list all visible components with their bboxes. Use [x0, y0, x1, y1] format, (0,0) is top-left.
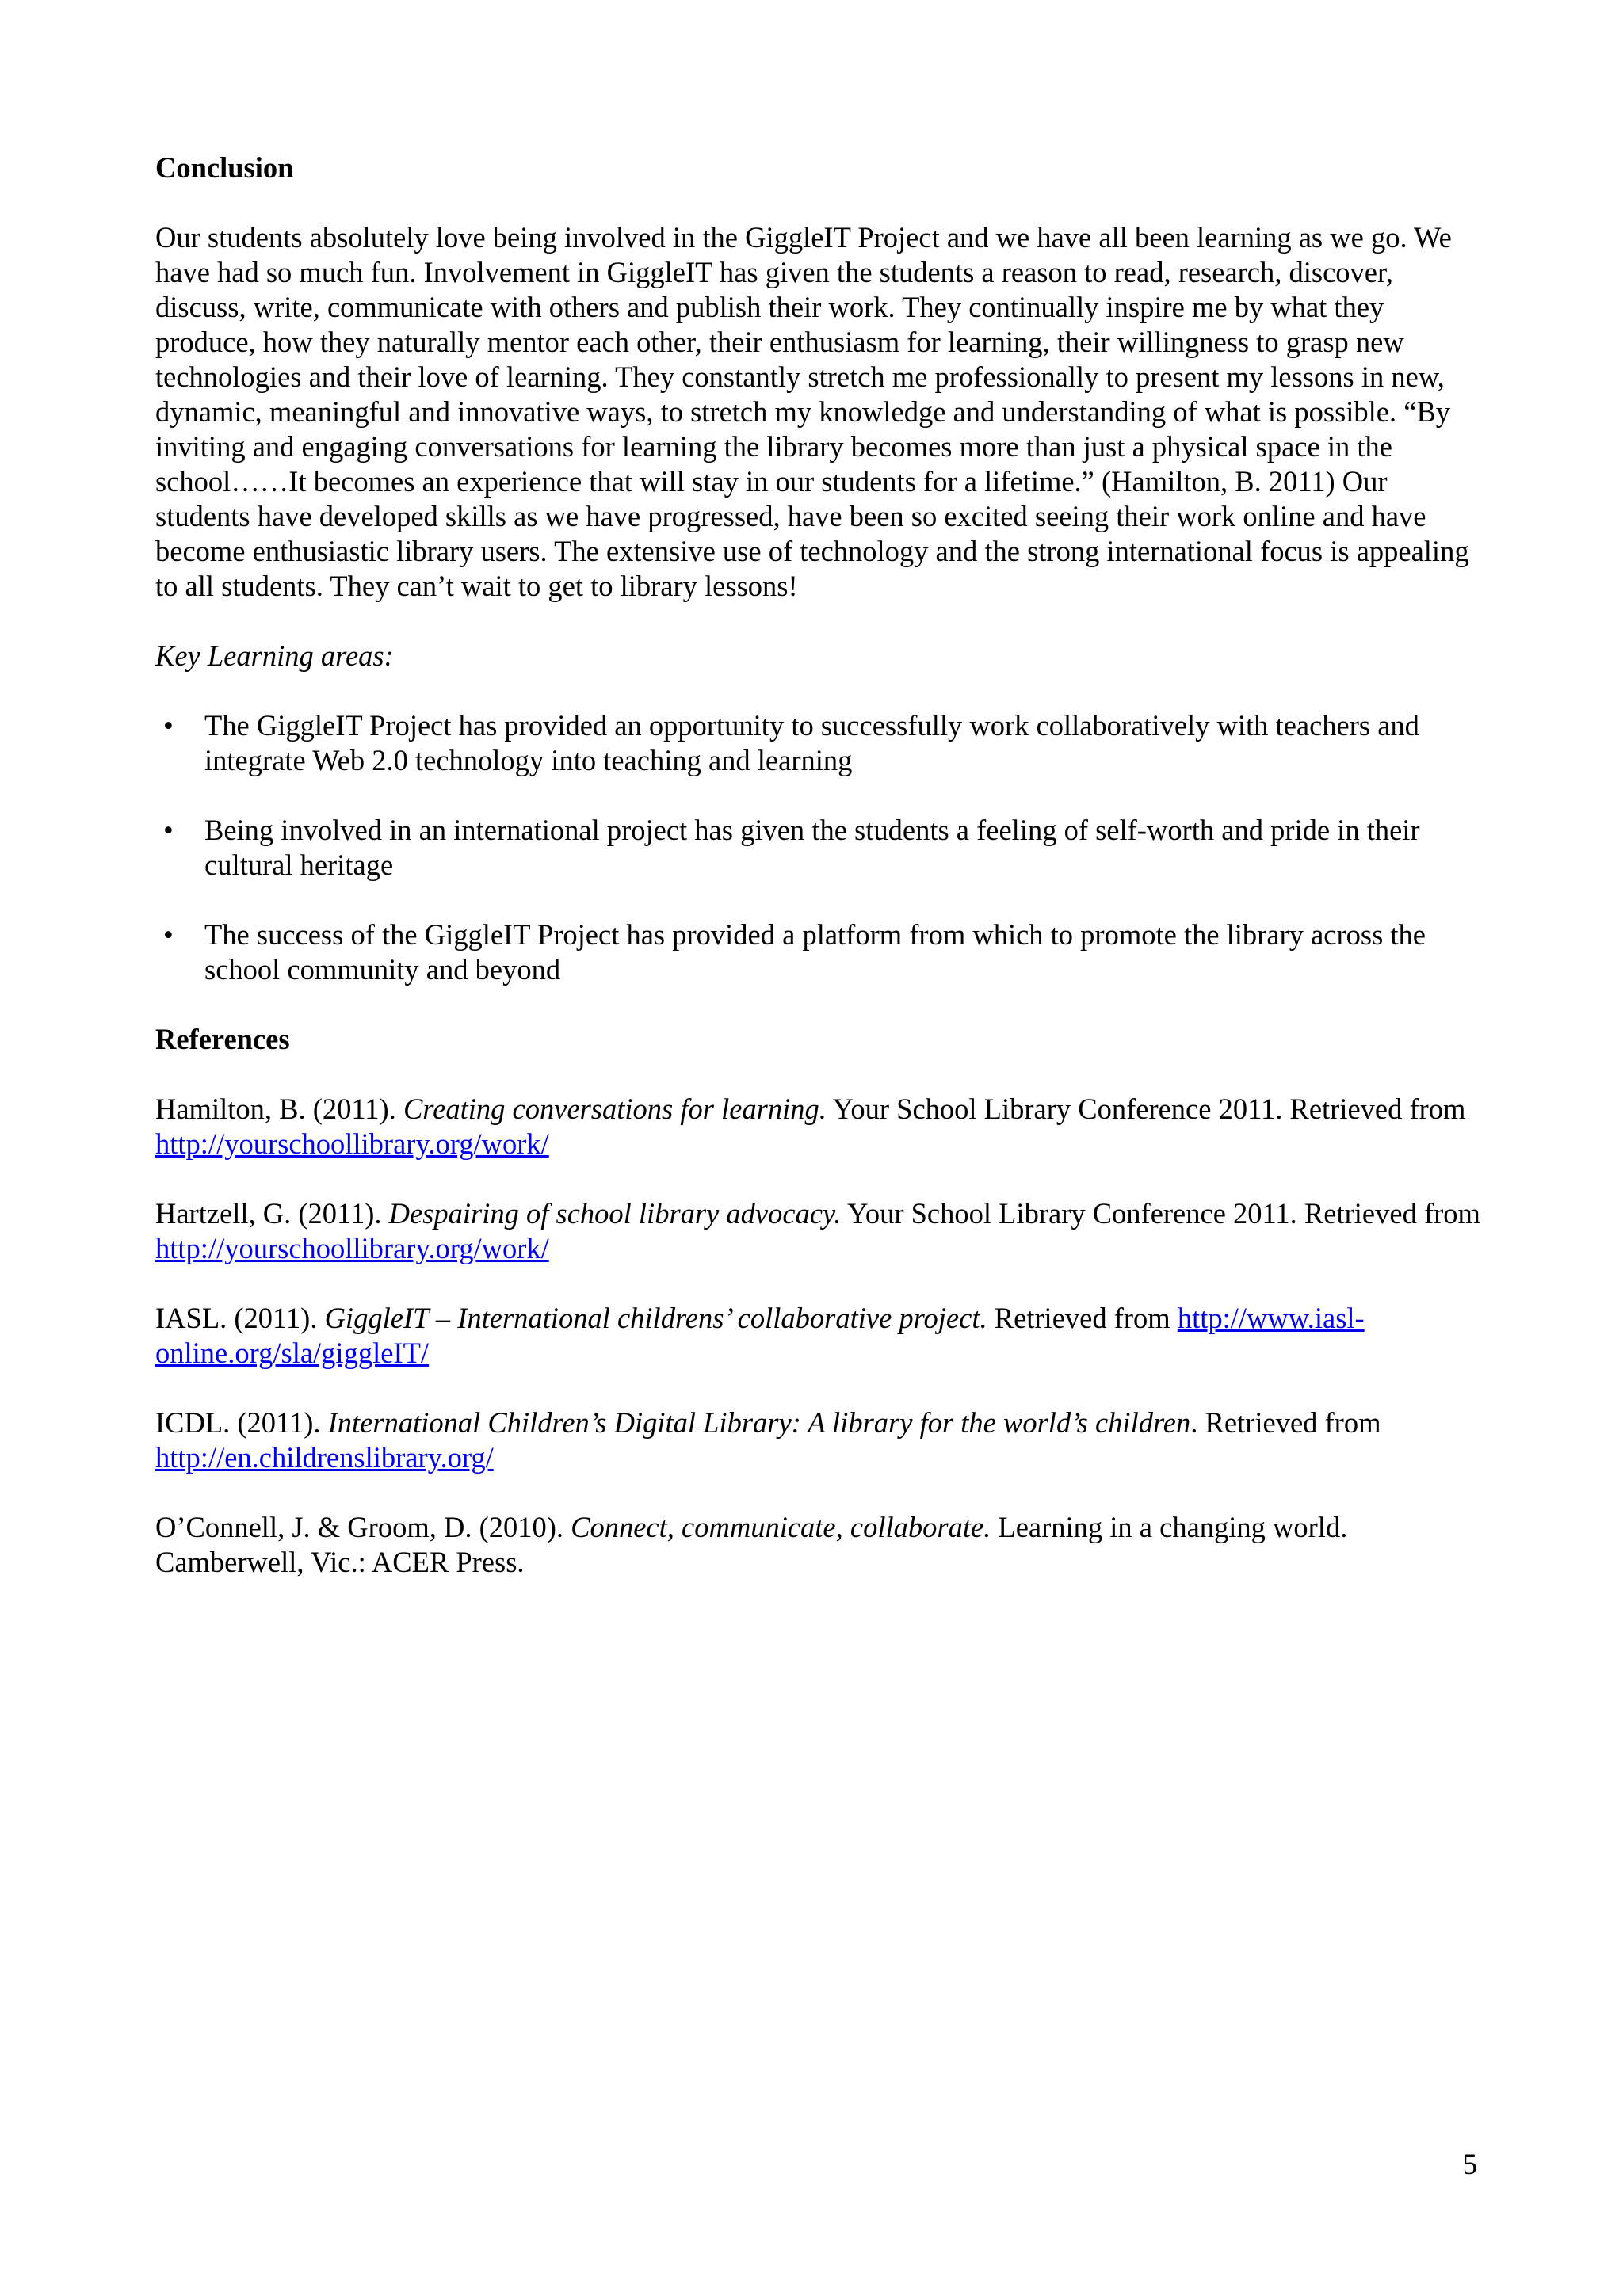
reference-item — [155, 1092, 1487, 1161]
reference-prefix: Hamilton, B. (2011). — [155, 1093, 403, 1125]
list-item-text: The GiggleIT Project has provided an opportunity to successfully work collaboratively with teachers and integrate Web 2.0 technology into teaching and learning — [204, 709, 1419, 776]
conclusion-paragraph: Our students absolutely love being involved in the GiggleIT Project and we have all been learning as we go. We have had so much fun. Involvement in GiggleIT has given the students a reason to read, research, discover, discuss, write, communicate with others and publish their work. They continually inspire me by what they produce, how they naturally mentor each other, their enthusiasm for learning, their willingness to grasp new technologies and their love of learning. They constantly stretch me professionally to present my lessons in new, dynamic, meaningful and innovative ways, to stretch my knowledge and understanding of what is possible. “By inviting and engaging conversations for learning the library becomes more than just a physical space in the school……It becomes an experience that will stay in our students for a lifetime.” (Hamilton, B. 2011) Our students have developed skills as we have progressed, have been so excited seeing their work online and have become enthusiastic library users. The extensive use of technology and the strong international focus is appealing to all students. They can’t wait to get to library lessons! — [155, 221, 1469, 602]
bullet-icon: • — [163, 918, 174, 951]
references-heading: References — [155, 1023, 290, 1055]
reference-link[interactable]: http://en.childrenslibrary.org/ — [155, 1441, 494, 1474]
bullet-icon: • — [163, 814, 174, 846]
reference-title: GiggleIT – International childrens’ collaborative project. — [324, 1302, 987, 1334]
reference-item — [155, 1510, 1487, 1580]
reference-title: International Children’s Digital Library: A library for the world’s children — [327, 1406, 1191, 1439]
reference-title: Connect, communicate, collaborate. — [571, 1511, 991, 1543]
list-item — [155, 813, 1487, 883]
reference-item — [155, 1301, 1487, 1371]
reference-suffix: Your School Library Conference 2011. Retrieved from — [826, 1093, 1466, 1125]
reference-link[interactable]: http://yourschoollibrary.org/work/ — [155, 1127, 549, 1160]
conclusion-heading: Conclusion — [155, 151, 294, 184]
reference-prefix: Hartzell, G. (2011). — [155, 1197, 389, 1230]
reference-suffix: Retrieved from — [987, 1302, 1178, 1334]
reference-suffix: Learning in a changing world. Camberwell, Vic.: ACER Press. — [155, 1511, 1348, 1578]
reference-item — [155, 1405, 1487, 1475]
reference-link[interactable]: http://yourschoollibrary.org/work/ — [155, 1232, 549, 1264]
document-page — [155, 151, 1487, 1615]
list-item — [155, 917, 1487, 987]
reference-suffix: Your School Library Conference 2011. Retrieved from — [841, 1197, 1480, 1230]
list-item-text: Being involved in an international project has given the students a feeling of self-worth and pride in their cultural heritage — [204, 814, 1420, 881]
reference-prefix: IASL. (2011). — [155, 1302, 325, 1334]
reference-item — [155, 1196, 1487, 1266]
page-number: 5 — [1462, 2148, 1477, 2180]
reference-prefix: ICDL. (2011). — [155, 1406, 328, 1439]
key-learning-list — [155, 708, 1487, 987]
reference-title: Creating conversations for learning. — [403, 1093, 827, 1125]
reference-title: Despairing of school library advocacy. — [388, 1197, 842, 1230]
key-learning-label: Key Learning areas: — [155, 639, 394, 672]
reference-prefix: O’Connell, J. & Groom, D. (2010). — [155, 1511, 571, 1543]
reference-link[interactable]: http://www.iasl-online.org/sla/giggleIT/ — [155, 1302, 1365, 1369]
list-item-text: The success of the GiggleIT Project has provided a platform from which to promote the library across the school community and beyond — [204, 918, 1426, 986]
bullet-icon: • — [163, 709, 174, 742]
reference-suffix: . Retrieved from — [1190, 1406, 1381, 1439]
list-item — [155, 708, 1487, 778]
